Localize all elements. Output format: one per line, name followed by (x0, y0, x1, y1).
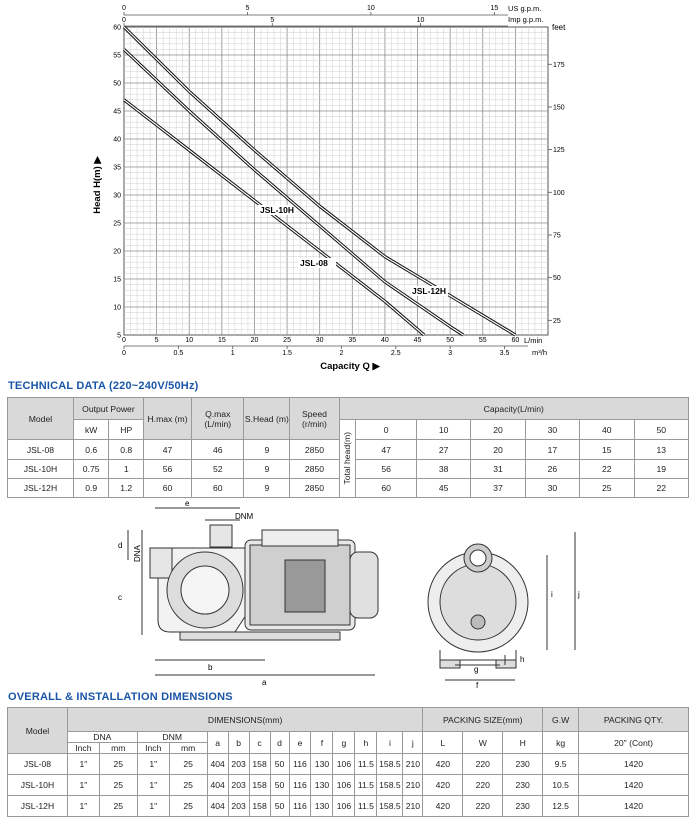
y-tick-label: 55 (113, 52, 121, 60)
cell-hp: 0.8 (109, 440, 144, 460)
cell-gw: 9.5 (543, 754, 579, 775)
cell-cap: 37 (471, 479, 525, 498)
m3h-tick-label: 3 (448, 350, 453, 357)
x-tick-label: 40 (381, 337, 389, 344)
cell-dim: 11.5 (355, 754, 377, 775)
th-cap-50: 50 (634, 420, 688, 440)
cell-speed: 2850 (290, 440, 339, 460)
dh-dimensions: DIMENSIONS(mm) (67, 708, 422, 732)
feet-tick-label: 100 (553, 189, 565, 197)
m3h-tick-label: 2 (339, 350, 344, 357)
cell-dnm-mm: 25 (169, 775, 207, 796)
pump-drawings (0, 500, 697, 700)
cell-qty: 1420 (579, 754, 689, 775)
th-cap-30: 30 (525, 420, 579, 440)
label-f: f (476, 681, 479, 690)
y-tick-label: 20 (113, 248, 121, 256)
cell-kw: 0.9 (73, 479, 109, 498)
y-tick-label: 10 (113, 304, 121, 312)
th-speed: Speed (r/min) (290, 398, 339, 440)
curve-label: JSL-08 (300, 258, 328, 268)
cell-cap: 38 (416, 460, 470, 479)
dh-dna-inch: Inch (67, 743, 99, 754)
cell-dim: 158.5 (377, 796, 403, 817)
feet-tick-label: 75 (553, 232, 561, 240)
cell-cap: 47 (356, 440, 417, 460)
m3h-tick-label: 2.5 (390, 350, 401, 357)
cell-hp: 1 (109, 460, 144, 479)
th-cap-20: 20 (471, 420, 525, 440)
label-dna: DNA (133, 545, 142, 562)
cell-pack-H: 230 (503, 796, 543, 817)
cell-cap: 25 (580, 479, 634, 498)
th-capacity: Capacity(L/min) (339, 398, 688, 420)
dh-kg: kg (543, 732, 579, 754)
pump-side-view (128, 508, 378, 675)
label-g: g (474, 665, 479, 674)
cell-gw: 12.5 (543, 796, 579, 817)
technical-data-title: TECHNICAL DATA (220~240V/50Hz) (8, 380, 199, 392)
y-axis-label: Head H(m) ▶ (92, 156, 103, 214)
y-tick-label: 45 (113, 108, 121, 116)
curve-label: JSL-12H (412, 286, 447, 296)
cell-dim: 130 (311, 796, 333, 817)
x-tick-label: 25 (283, 337, 291, 344)
cell-dim: 11.5 (355, 796, 377, 817)
cell-qmax: 60 (192, 479, 244, 498)
imp-gpm-tick-label: 0 (122, 17, 126, 24)
feet-tick-label: 150 (553, 104, 565, 112)
feet-unit-label: feet (552, 23, 566, 32)
cell-cap: 20 (471, 440, 525, 460)
cell-pack-H: 230 (503, 775, 543, 796)
y-tick-label: 25 (113, 220, 121, 228)
x-tick-label: 5 (154, 337, 159, 344)
cell-dna-inch: 1" (67, 796, 99, 817)
performance-chart (0, 0, 697, 380)
cell-dna-inch: 1" (67, 775, 99, 796)
x-tick-label: 50 (446, 337, 455, 344)
m3h-tick-label: 1 (230, 350, 235, 357)
cell-pack-W: 220 (463, 754, 503, 775)
cell-dim: 106 (333, 796, 355, 817)
table-row (8, 754, 689, 775)
imp-gpm-tick-label: 5 (270, 17, 275, 24)
dh-letter: b (228, 732, 249, 754)
x-tick-label: 45 (413, 337, 422, 344)
m3h-tick-label: 0.5 (173, 350, 184, 357)
cell-hmax: 47 (143, 440, 191, 460)
dh-letter: h (355, 732, 377, 754)
dimensions-table (7, 707, 689, 817)
cell-kw: 0.6 (73, 440, 109, 460)
cell-model: JSL-12H (8, 796, 68, 817)
m3h-unit-label: m³/h (532, 348, 547, 357)
cell-cap: 22 (634, 479, 688, 498)
dh-letter: a (207, 732, 228, 754)
th-hp: HP (109, 420, 144, 440)
cell-pack-L: 420 (423, 754, 463, 775)
cell-dnm-inch: 1" (137, 775, 169, 796)
cell-speed: 2850 (290, 460, 339, 479)
cell-dim: 210 (403, 796, 423, 817)
us-gpm-tick-label: 10 (367, 5, 375, 12)
cell-dim: 106 (333, 754, 355, 775)
th-cap-0: 0 (356, 420, 417, 440)
y-tick-label: 15 (113, 276, 121, 284)
cell-shead: 9 (244, 460, 290, 479)
cell-hmax: 60 (143, 479, 191, 498)
us-gpm-tick-label: 0 (122, 5, 126, 12)
cell-dim: 158 (249, 754, 270, 775)
dh-letter: f (311, 732, 333, 754)
cell-dim: 130 (311, 775, 333, 796)
cell-dim: 158.5 (377, 754, 403, 775)
cell-dim: 404 (207, 796, 228, 817)
label-i: i (551, 590, 553, 599)
label-a: a (262, 678, 267, 687)
cell-pack-L: 420 (423, 775, 463, 796)
dh-letter: c (249, 732, 270, 754)
cell-dim: 404 (207, 775, 228, 796)
th-shead: S.Head (m) (244, 398, 290, 440)
x-tick-label: 0 (122, 337, 126, 344)
us-gpm-tick-label: 5 (245, 5, 250, 12)
x-tick-label: 60 (511, 337, 520, 344)
cell-dim: 203 (228, 775, 249, 796)
y-tick-label: 60 (113, 24, 121, 32)
cell-speed: 2850 (290, 479, 339, 498)
dh-gw: G.W (543, 708, 579, 732)
cell-dim: 50 (270, 775, 289, 796)
label-h: h (520, 655, 525, 664)
dh-letter: i (377, 732, 403, 754)
cell-hp: 1.2 (109, 479, 144, 498)
dh-W: W (463, 732, 503, 754)
cell-dim: 158 (249, 796, 270, 817)
cell-model: JSL-10H (8, 775, 68, 796)
cell-dim: 130 (311, 754, 333, 775)
cell-dnm-mm: 25 (169, 796, 207, 817)
cell-dim: 203 (228, 754, 249, 775)
dh-letter: e (289, 732, 311, 754)
label-e: e (185, 500, 190, 508)
y-tick-label: 35 (113, 164, 121, 172)
x-tick-label: 55 (478, 337, 487, 344)
cell-cap: 27 (416, 440, 470, 460)
label-b: b (208, 663, 213, 672)
cell-cap: 60 (356, 479, 417, 498)
cell-dim: 50 (270, 754, 289, 775)
dh-H: H (503, 732, 543, 754)
us-gpm-tick-label: 15 (490, 5, 499, 12)
th-kw: kW (73, 420, 109, 440)
feet-tick-label: 125 (553, 147, 565, 155)
cell-cap: 26 (525, 460, 579, 479)
th-model: Model (8, 398, 74, 440)
th-cap-10: 10 (416, 420, 470, 440)
imp-gpm-tick-label: 10 (416, 17, 425, 24)
lpm-unit-label: L/min (524, 336, 543, 345)
cell-qty: 1420 (579, 775, 689, 796)
th-qmax: Q.max (L/min) (192, 398, 244, 440)
cell-dim: 11.5 (355, 775, 377, 796)
feet-tick-label: 25 (553, 317, 561, 325)
label-j: j (578, 590, 580, 599)
cell-dim: 158.5 (377, 775, 403, 796)
dh-model: Model (8, 708, 68, 754)
cell-dim: 116 (289, 775, 311, 796)
dh-cont: 20" (Cont) (579, 732, 689, 754)
cell-cap: 17 (525, 440, 579, 460)
cell-cap: 56 (356, 460, 417, 479)
x-tick-label: 10 (185, 337, 194, 344)
cell-cap: 15 (580, 440, 634, 460)
cell-cap: 31 (471, 460, 525, 479)
label-dnm: DNM (235, 512, 254, 521)
cell-dim: 106 (333, 775, 355, 796)
dh-letter: g (333, 732, 355, 754)
table-row (8, 775, 689, 796)
cell-dnm-mm: 25 (169, 754, 207, 775)
cell-cap: 22 (580, 460, 634, 479)
cell-dna-mm: 25 (99, 775, 137, 796)
label-d: d (118, 541, 123, 550)
cell-pack-H: 230 (503, 754, 543, 775)
feet-tick-label: 50 (553, 275, 561, 283)
cell-dim: 50 (270, 796, 289, 817)
feet-tick-label: 175 (553, 61, 565, 69)
chart-grid (124, 27, 548, 335)
x-tick-label: 30 (315, 337, 324, 344)
cell-kw: 0.75 (73, 460, 109, 479)
pump-front-view (428, 532, 575, 680)
label-c: c (118, 593, 122, 602)
cell-shead: 9 (244, 479, 290, 498)
dimensions-title: OVERALL & INSTALLATION DIMENSIONS (8, 691, 233, 703)
cell-pack-L: 420 (423, 796, 463, 817)
cell-dim: 158 (249, 775, 270, 796)
cell-dnm-inch: 1" (137, 796, 169, 817)
dh-L: L (423, 732, 463, 754)
cell-shead: 9 (244, 440, 290, 460)
cell-model: JSL-08 (8, 754, 68, 775)
dh-letter: j (403, 732, 423, 754)
us-gpm-unit-label: US g.p.m. (508, 4, 542, 13)
x-axis-label: Capacity Q ▶ (320, 361, 380, 372)
dh-dnm-inch: Inch (137, 743, 169, 754)
cell-qmax: 52 (192, 460, 244, 479)
th-output-power: Output Power (73, 398, 143, 420)
plot-area (124, 27, 548, 335)
dh-dnm: DNM (137, 732, 207, 743)
dh-qty: PACKING QTY. (579, 708, 689, 732)
th-cap-40: 40 (580, 420, 634, 440)
cell-dim: 116 (289, 754, 311, 775)
cell-dna-mm: 25 (99, 796, 137, 817)
cell-qmax: 46 (192, 440, 244, 460)
imp-gpm-unit-label: Imp g.p.m. (508, 15, 544, 24)
y-tick-label: 5 (117, 332, 121, 340)
dh-dnm-mm: mm (169, 743, 207, 754)
m3h-tick-label: 1.5 (282, 350, 292, 357)
cell-dim: 404 (207, 754, 228, 775)
cell-dim: 116 (289, 796, 311, 817)
m3h-tick-label: 3.5 (499, 350, 510, 357)
cell-gw: 10.5 (543, 775, 579, 796)
table-row (8, 796, 689, 817)
cell-cap: 45 (416, 479, 470, 498)
cell-dim: 210 (403, 775, 423, 796)
cell-dim: 210 (403, 754, 423, 775)
th-hmax: H.max (m) (143, 398, 191, 440)
technical-data-table (7, 397, 689, 498)
cell-hmax: 56 (143, 460, 191, 479)
dh-dna: DNA (67, 732, 137, 743)
cell-qty: 1420 (579, 796, 689, 817)
cell-pack-W: 220 (463, 775, 503, 796)
y-tick-label: 50 (113, 80, 121, 88)
cell-model: JSL-12H (8, 479, 74, 498)
y-tick-label: 40 (113, 136, 121, 144)
cell-cap: 13 (634, 440, 688, 460)
dh-dna-mm: mm (99, 743, 137, 754)
x-tick-label: 20 (250, 337, 259, 344)
th-total-head: Total head(m) (339, 420, 356, 498)
cell-model: JSL-10H (8, 460, 74, 479)
cell-model: JSL-08 (8, 440, 74, 460)
m3h-tick-label: 0 (122, 350, 126, 357)
dh-letter: d (270, 732, 289, 754)
x-tick-label: 15 (217, 337, 226, 344)
cell-dna-mm: 25 (99, 754, 137, 775)
cell-cap: 19 (634, 460, 688, 479)
cell-dna-inch: 1" (67, 754, 99, 775)
y-tick-label: 30 (113, 192, 121, 200)
dh-packing: PACKING SIZE(mm) (423, 708, 543, 732)
cell-cap: 30 (525, 479, 579, 498)
curve-label: JSL-10H (260, 205, 295, 215)
cell-dim: 203 (228, 796, 249, 817)
cell-dnm-inch: 1" (137, 754, 169, 775)
cell-pack-W: 220 (463, 796, 503, 817)
x-tick-label: 35 (348, 337, 357, 344)
